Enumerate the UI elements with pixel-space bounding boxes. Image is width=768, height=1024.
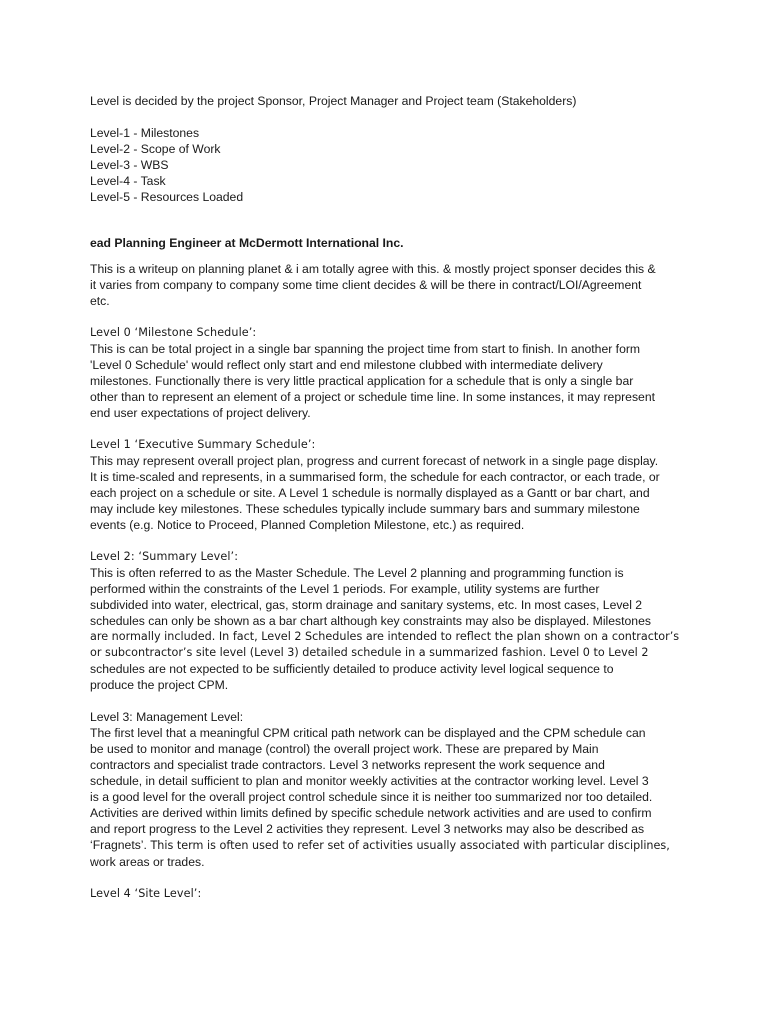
- level3-line: The first level that a meaningful CPM critical path network can be displayed and the CPM schedule can: [90, 726, 646, 740]
- fragnets-description: This term is often used to refer set of activities usually associated with particular disciplines,: [146, 839, 670, 852]
- level2-section: [90, 549, 690, 693]
- level3-line: be used to monitor and manage (control) the overall project work. These are prepared by Main: [90, 742, 599, 756]
- writeup-line: it varies from company to company some time client decides & will be there in contract/LOI/Agreement: [90, 278, 642, 292]
- level2-line: schedules can only be shown as a bar chart although key constraints may also be displayed. Milestones: [90, 614, 651, 628]
- document-page: [90, 93, 690, 902]
- level2-line: subdivided into water, electrical, gas, storm drainage and sanitary systems, etc. In most cases, Level 2: [90, 598, 643, 612]
- level2-heading: Level 2: ‘Summary Level’:: [90, 550, 239, 563]
- list-item: Level-5 - Resources Loaded: [90, 190, 244, 204]
- level3-line: [90, 837, 690, 854]
- writeup-line: This is a writeup on planning planet & i am totally agree with this. & mostly project sponser decides this &: [90, 262, 656, 276]
- level4-heading: Level 4 ‘Site Level’:: [90, 887, 202, 900]
- levels-list: [90, 125, 690, 205]
- level2-line: are normally included. In fact, Level 2 Schedules are intended to reflect the plan shown on a contractor’s: [90, 630, 680, 643]
- level0-line: end user expectations of project delivery.: [90, 406, 311, 420]
- level3-line: is a good level for the overall project control schedule since it is neither too summarized nor too detailed.: [90, 790, 653, 804]
- level0-line: milestones. Functionally there is very little practical application for a schedule that is only a single bar: [90, 374, 634, 388]
- level3-line: schedule, in detail sufficient to plan and monitor weekly activities at the contractor working level. Level 3: [90, 774, 649, 788]
- level0-section: [90, 325, 690, 421]
- level2-line: produce the project CPM.: [90, 678, 229, 692]
- list-item: Level-2 - Scope of Work: [90, 142, 221, 156]
- level1-line: may include key milestones. These schedules typically include summary bars and summary milestone: [90, 502, 640, 516]
- level1-heading: Level 1 ‘Executive Summary Schedule’:: [90, 438, 316, 451]
- level4-section: [90, 886, 690, 902]
- level1-line: This may represent overall project plan, progress and current forecast of network in a single page display.: [90, 454, 659, 468]
- level1-line: events (e.g. Notice to Proceed, Planned Completion Milestone, etc.) as required.: [90, 518, 525, 532]
- list-item: Level-1 - Milestones: [90, 126, 200, 140]
- level0-line: other than to represent an element of a project or schedule time line. In some instances, it may represent: [90, 390, 655, 404]
- level0-line: 'Level 0 Schedule' would reflect only start and end milestone clubbed with intermediate delivery: [90, 358, 603, 372]
- level3-section: [90, 709, 690, 870]
- level0-line: This is can be total project in a single bar spanning the project time from start to finish. In another form: [90, 342, 641, 356]
- level1-section: [90, 437, 690, 533]
- level2-line: or subcontractor’s site level (Level 3) detailed schedule in a summarized fashion. Level 0 to Level 2: [90, 646, 649, 659]
- writeup-paragraph: [90, 261, 690, 309]
- intro-paragraph: [90, 93, 690, 109]
- level3-line: work areas or trades.: [90, 855, 205, 869]
- fragnets-term: ‘Fragnets’.: [90, 838, 147, 852]
- level3-line: and report progress to the Level 2 activities they represent. Level 3 networks may also be described as: [90, 822, 645, 836]
- writeup-line: etc.: [90, 294, 110, 308]
- level1-line: It is time-scaled and represents, in a summarised form, the schedule for each contractor, or each trade, or: [90, 470, 660, 484]
- level1-line: each project on a schedule or site. A Level 1 schedule is normally displayed as a Gantt or bar chart, and: [90, 486, 650, 500]
- author-heading: [90, 235, 690, 251]
- level0-heading: Level 0 ‘Milestone Schedule’:: [90, 326, 257, 339]
- list-item: Level-3 - WBS: [90, 158, 169, 172]
- level2-line: schedules are not expected to be sufficiently detailed to produce activity level logical sequence to: [90, 662, 614, 676]
- level2-line: This is often referred to as the Master Schedule. The Level 2 planning and programming function is: [90, 566, 624, 580]
- level2-line: performed within the constraints of the Level 1 periods. For example, utility systems are further: [90, 582, 600, 596]
- list-item: Level-4 - Task: [90, 174, 166, 188]
- author-heading-text: ead Planning Engineer at McDermott International Inc.: [90, 236, 404, 250]
- intro-text: Level is decided by the project Sponsor, Project Manager and Project team (Stakeholders): [90, 94, 577, 108]
- level3-line: contractors and specialist trade contractors. Level 3 networks represent the work sequence and: [90, 758, 605, 772]
- level3-heading: Level 3: Management Level:: [90, 710, 244, 724]
- level3-line: Activities are derived within limits defined by specific schedule network activities and are used to confirm: [90, 806, 652, 820]
